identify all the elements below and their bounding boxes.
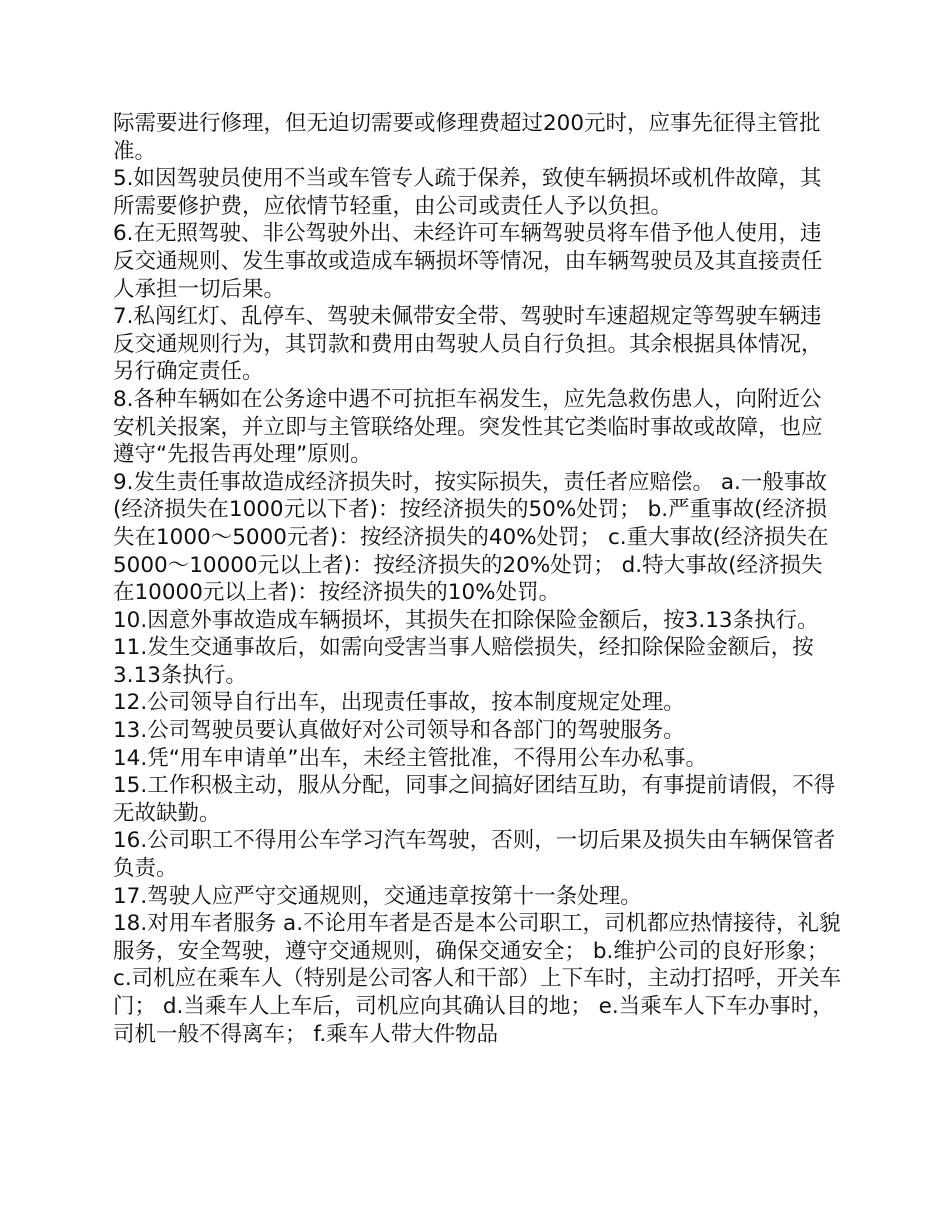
paragraph-12-leader-driving: 12.公司领导自行出车，出现责任事故，按本制度规定处理。 xyxy=(113,690,685,716)
paragraph-7-traffic-violations: 7.私闯红灯、乱停车、驾驶未佩带安全带、驾驶时车速超规定等驾驶车辆违反交通规则行为，其罚款和费用由驾驶人员自行负担。其余根据具体情况，另行确定责任。 xyxy=(113,304,823,385)
paragraph-10-accidental-damage: 10.因意外事故造成车辆损坏，其损失在扣除保险金额后，按3.13条执行。 xyxy=(113,607,819,633)
paragraph-17-traffic-rules: 17.驾驶人应严守交通规则，交通违章按第十一条处理。 xyxy=(113,883,642,909)
paragraph-14-vehicle-request: 14.凭“用车申请单”出车，未经主管批准，不得用公车办私事。 xyxy=(113,745,707,771)
paragraph-15-work-attitude: 15.工作积极主动，服从分配，同事之间搞好团结互助，有事提前请假，不得无故缺勤。 xyxy=(113,773,836,826)
paragraph-8-accidents: 8.各种车辆如在公务途中遇不可抗拒车祸发生，应先急救伤患人，向附近公安机关报案，并立即与主管联络处理。突发性其它类临时事故或故障，也应遵守“先报告再处理”原则。 xyxy=(113,386,823,468)
paragraph-5-repair-cost: 5.如因驾驶员使用不当或车管专人疏于保养，致使车辆损坏或机件故障，其所需要修护费，应依情节轻重，由公司或责任人予以负担。 xyxy=(113,166,822,219)
paragraph-16-driving-practice: 16.公司职工不得用公车学习汽车驾驶，否则，一切后果及损失由车辆保管者负责。 xyxy=(113,828,836,882)
paragraph-11-traffic-accident: 11.发生交通事故后，如需向受害当事人赔偿损失，经扣除保险金额后，按3.13条执行。 xyxy=(113,635,814,688)
paragraph-18-passenger-service: 18.对用车者服务 a.不论用车者是否是本公司职工，司机都应热情接待，礼貌服务，安全驾驶，遵守交通规则，确保交通安全； b.维护公司的良好形象； c.司机应在乘车人（特别是公司客人和干部）上下车时，主动打招呼，开关车门； d.当乘车人上车后，司机应向其确认目的地； e.当乘车人下车办事时，司机一般不得离车； f.乘车人带大件物品 xyxy=(113,911,842,1047)
paragraph-continued-repair: 际需要进行修理，但无迫切需要或修理费超过200元时，应事先征得主管批准。 xyxy=(113,111,821,164)
paragraph-9-liability-compensation: 9.发生责任事故造成经济损失时，按实际损失，责任者应赔偿。 a.一般事故(经济损失在1000元以下者)：按经济损失的50%处罚； b.严重事故(经济损失在1000～5000元者)：按经济损失的40%处罚； c.重大事故(经济损失在5000～10000元以上者)：按经济损失的20%处罚； d.特大事故(经济损失在10000元以上者)：按经济损失的10%处罚。 xyxy=(113,469,829,606)
paragraph-6-unlicensed-driving: 6.在无照驾驶、非公驾驶外出、未经许可车辆驾驶员将车借予他人使用，违反交通规则、发生事故或造成车辆损坏等情况，由车辆驾驶员及其直接责任人承担一切后果。 xyxy=(113,221,823,302)
document-body xyxy=(113,110,843,1048)
paragraph-13-driving-service: 13.公司驾驶员要认真做好对公司领导和各部门的驾驶服务。 xyxy=(113,718,685,744)
